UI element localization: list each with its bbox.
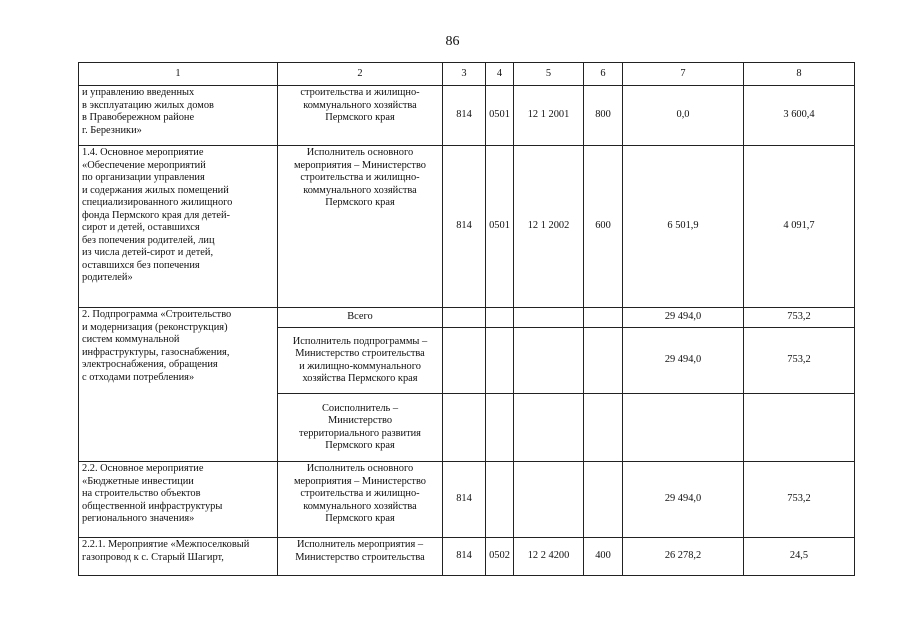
code-cell bbox=[584, 394, 623, 462]
activity-name-cell: и управлению введенных в эксплуатацию жилых домов в Правобережном районе г. Березники» bbox=[79, 86, 278, 146]
executor-cell: Всего bbox=[278, 308, 443, 328]
executor-cell: Соисполнитель – Министерство территориального развития Пермского края bbox=[278, 394, 443, 462]
amount-cell: 29 494,0 bbox=[623, 308, 744, 328]
table-row bbox=[79, 308, 855, 328]
table-row bbox=[79, 86, 855, 146]
code-cell bbox=[514, 308, 584, 328]
code-cell: 0501 bbox=[486, 86, 514, 146]
code-cell bbox=[514, 394, 584, 462]
code-cell bbox=[584, 462, 623, 538]
code-cell: 814 bbox=[443, 462, 486, 538]
column-header: 8 bbox=[744, 63, 855, 86]
code-cell: 12 1 2002 bbox=[514, 146, 584, 308]
amount-cell: 29 494,0 bbox=[623, 328, 744, 394]
code-cell: 12 2 4200 bbox=[514, 538, 584, 576]
activity-name-cell: 2.2. Основное мероприятие «Бюджетные инвестиции на строительство объектов общественной инфраструктуры регионального значения» bbox=[79, 462, 278, 538]
column-header: 7 bbox=[623, 63, 744, 86]
activity-name-cell: 2. Подпрограмма «Строительство и модернизация (реконструкция) систем коммунальной инфраструктуры, газоснабжения, электроснабжения, обращения с отходами потребления» bbox=[79, 308, 278, 462]
column-header: 3 bbox=[443, 63, 486, 86]
column-header: 4 bbox=[486, 63, 514, 86]
budget-table bbox=[78, 62, 855, 576]
amount-cell: 6 501,9 bbox=[623, 146, 744, 308]
executor-cell: Исполнитель основного мероприятия – Министерство строительства и жилищно- коммунального хозяйства Пермского края bbox=[278, 462, 443, 538]
amount-cell: 753,2 bbox=[744, 308, 855, 328]
executor-cell: Исполнитель основного мероприятия – Министерство строительства и жилищно- коммунального хозяйства Пермского края bbox=[278, 146, 443, 308]
table-row bbox=[79, 538, 855, 576]
amount-cell: 26 278,2 bbox=[623, 538, 744, 576]
code-cell bbox=[443, 328, 486, 394]
table-header-row bbox=[79, 63, 855, 86]
code-cell: 814 bbox=[443, 538, 486, 576]
amount-cell: 24,5 bbox=[744, 538, 855, 576]
column-header: 2 bbox=[278, 63, 443, 86]
code-cell: 0501 bbox=[486, 146, 514, 308]
code-cell: 0502 bbox=[486, 538, 514, 576]
code-cell bbox=[486, 462, 514, 538]
activity-name-cell: 1.4. Основное мероприятие «Обеспечение мероприятий по организации управления и содержания жилых помещений специализированного жилищного фонда Пермского края для детей- сирот и детей, оставшихся без попечения родителей, лиц из числа детей-сирот и детей, оставшихся без попечения родителей» bbox=[79, 146, 278, 308]
amount-cell: 0,0 bbox=[623, 86, 744, 146]
activity-name-cell: 2.2.1. Мероприятие «Межпоселковый газопровод к с. Старый Шагирт, bbox=[79, 538, 278, 576]
code-cell bbox=[486, 328, 514, 394]
column-header: 5 bbox=[514, 63, 584, 86]
code-cell: 600 bbox=[584, 146, 623, 308]
amount-cell: 3 600,4 bbox=[744, 86, 855, 146]
amount-cell: 4 091,7 bbox=[744, 146, 855, 308]
executor-cell: строительства и жилищно- коммунального хозяйства Пермского края bbox=[278, 86, 443, 146]
amount-cell bbox=[744, 394, 855, 462]
code-cell: 800 bbox=[584, 86, 623, 146]
column-header: 1 bbox=[79, 63, 278, 86]
code-cell: 12 1 2001 bbox=[514, 86, 584, 146]
code-cell: 814 bbox=[443, 146, 486, 308]
code-cell bbox=[514, 462, 584, 538]
table-row bbox=[79, 146, 855, 308]
amount-cell: 753,2 bbox=[744, 462, 855, 538]
code-cell bbox=[443, 308, 486, 328]
code-cell bbox=[443, 394, 486, 462]
code-cell bbox=[584, 328, 623, 394]
amount-cell: 753,2 bbox=[744, 328, 855, 394]
code-cell bbox=[514, 328, 584, 394]
table-row bbox=[79, 462, 855, 538]
code-cell: 814 bbox=[443, 86, 486, 146]
executor-cell: Исполнитель мероприятия – Министерство строительства bbox=[278, 538, 443, 576]
column-header: 6 bbox=[584, 63, 623, 86]
executor-cell: Исполнитель подпрограммы – Министерство строительства и жилищно-коммунального хозяйства Пермского края bbox=[278, 328, 443, 394]
amount-cell bbox=[623, 394, 744, 462]
code-cell bbox=[486, 394, 514, 462]
code-cell bbox=[584, 308, 623, 328]
code-cell bbox=[486, 308, 514, 328]
amount-cell: 29 494,0 bbox=[623, 462, 744, 538]
code-cell: 400 bbox=[584, 538, 623, 576]
page-number: 86 bbox=[445, 34, 460, 49]
